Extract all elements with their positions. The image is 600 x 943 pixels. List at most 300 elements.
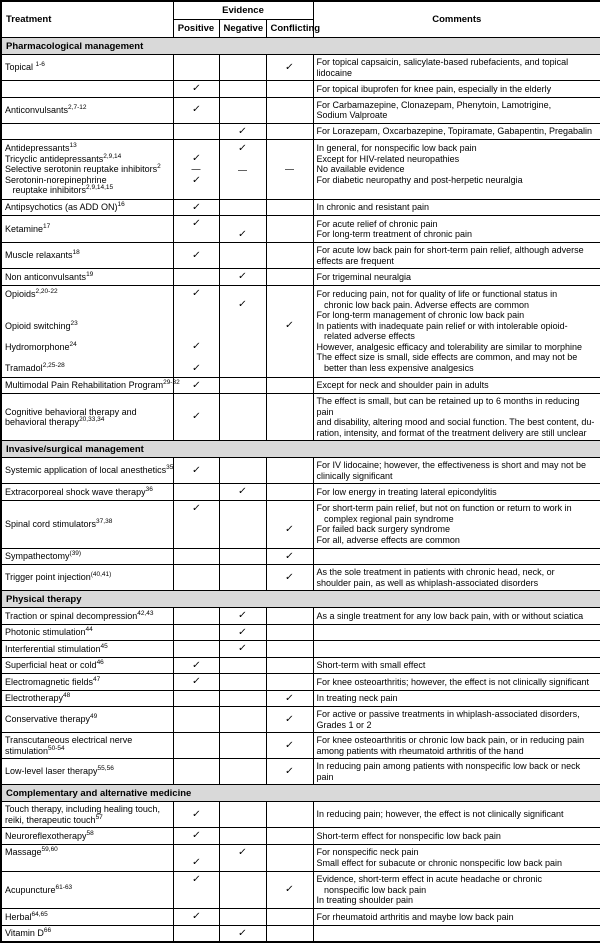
conflicting-cell <box>266 81 313 98</box>
text-line <box>223 299 263 311</box>
text-line <box>177 503 216 515</box>
text-line: lidocaine <box>316 67 353 78</box>
text-line <box>177 331 216 342</box>
negative-cell <box>219 707 266 733</box>
treatment-cell <box>1 565 173 591</box>
table-row <box>1 641 600 658</box>
text-line: behavioral therapy$^{20,33,34}$ <box>5 416 105 427</box>
text-line: Touch therapy, including healing touch, <box>5 804 160 814</box>
table-row <box>1 624 600 641</box>
text-line <box>223 643 263 655</box>
treatment-cell <box>1 458 173 484</box>
negative-cell <box>219 140 266 200</box>
conflicting-cell <box>266 690 313 707</box>
table-row <box>1 458 600 484</box>
check-icon: ✓ <box>191 249 202 261</box>
text-line: In patients with inadequate pain relief or with intolerable opioid- <box>316 320 568 331</box>
treatment-cell <box>1 844 173 871</box>
text-line: For long-term management of chronic low back pain <box>316 310 525 320</box>
text-line <box>223 143 263 155</box>
negative-cell <box>219 394 266 441</box>
text-line: Vitamin $D^{66}$ <box>5 927 52 938</box>
conflicting-cell <box>266 140 313 200</box>
evidence-header: Evidence <box>173 1 313 20</box>
text-line <box>270 175 310 186</box>
check-icon: ✓ <box>191 857 202 868</box>
text-line: For trigeminal neuralgia <box>316 271 412 282</box>
comments-cell <box>313 55 600 81</box>
treatment-cell <box>1 394 173 441</box>
check-icon: ✓ <box>284 61 295 73</box>
table-row <box>1 484 600 501</box>
conflicting-cell <box>266 123 313 140</box>
treatment-cell <box>1 657 173 674</box>
text-line <box>270 693 310 705</box>
check-icon: ✓ <box>191 411 202 423</box>
text-line <box>177 299 216 310</box>
text-line: Low-level laser therapy$^{55,56}$ <box>5 765 114 777</box>
text-line: For acute low back pain for short-term pain relief, although adverse <box>316 245 584 255</box>
text-line: For diabetic neuropathy and post-herpetic neuralgia <box>316 174 523 185</box>
positive-cell <box>173 81 219 98</box>
text-line <box>223 289 263 300</box>
treatment-cell <box>1 909 173 926</box>
text-line <box>177 809 216 821</box>
check-icon: ✓ <box>191 341 202 352</box>
positive-header: Positive <box>173 20 219 38</box>
text-line <box>270 310 310 321</box>
text-line: Tramadol$^{2,25-28}$ <box>5 361 65 373</box>
table-row <box>1 140 600 200</box>
check-icon: ✓ <box>237 486 248 497</box>
text-line: Grades 1 or 2 <box>316 719 372 730</box>
treatment-cell <box>1 484 173 501</box>
text-line <box>177 320 216 331</box>
text-line <box>223 627 263 639</box>
text-line <box>177 288 216 300</box>
text-line: better than less expensive analgesics <box>316 362 474 373</box>
positive-cell <box>173 925 219 942</box>
text-line <box>223 928 263 940</box>
positive-cell <box>173 394 219 441</box>
table-row <box>1 269 600 286</box>
text-line: For topical ibuprofen for knee pain, especially in the elderly <box>316 83 552 94</box>
text-line <box>270 551 310 563</box>
text-line <box>223 847 263 859</box>
table-row <box>1 844 600 871</box>
table-row <box>1 81 600 98</box>
positive-cell <box>173 565 219 591</box>
text-line <box>270 62 310 74</box>
table-row <box>1 828 600 845</box>
text-line: reuptake inhibitors$^{2,9,14,15}$ <box>5 184 114 195</box>
text-line: As a single treatment for any low back pain, with or without sciatica <box>316 610 584 621</box>
text-line <box>223 229 263 241</box>
positive-cell <box>173 759 219 785</box>
comments-cell <box>313 285 600 377</box>
table-row <box>1 500 600 548</box>
text-line: Short-term effect for nonspecific low back pain <box>316 830 501 841</box>
text-line <box>177 83 216 95</box>
positive-cell <box>173 657 219 674</box>
check-icon: ✓ <box>191 911 202 922</box>
negative-cell <box>219 844 266 871</box>
negative-cell <box>219 123 266 140</box>
check-icon: ✓ <box>237 142 248 154</box>
comments-cell <box>313 657 600 674</box>
text-line <box>270 164 310 175</box>
text-line <box>270 299 310 310</box>
text-line <box>223 271 263 283</box>
text-line: For Lorazepam, Oxcarbazepine, Topiramate, Gabapentin, Pregabalin <box>316 126 592 136</box>
text-line: Short-term with small effect <box>316 660 426 670</box>
positive-cell <box>173 199 219 216</box>
text-line: among patients with rheumatoid arthritis of the hand <box>316 745 524 756</box>
text-line: The effect size is small, side effects are common, and may not be <box>316 352 578 362</box>
positive-cell <box>173 802 219 828</box>
text-line <box>5 310 170 321</box>
treatment-cell <box>1 871 173 909</box>
treatment-cell <box>1 608 173 625</box>
treatment-cell <box>1 707 173 733</box>
comments-cell <box>313 733 600 759</box>
text-line <box>270 874 310 885</box>
check-icon: ✓ <box>191 152 202 164</box>
conflicting-cell <box>266 97 313 123</box>
negative-cell <box>219 548 266 565</box>
conflicting-cell <box>266 624 313 641</box>
conflicting-cell <box>266 216 313 243</box>
check-icon: ✓ <box>191 502 202 514</box>
text-line: Small effect for subacute or chronic nonspecific low back pain <box>316 857 562 868</box>
text-line <box>223 321 263 332</box>
text-line: For nonspecific neck pain <box>316 847 419 857</box>
conflicting-cell <box>266 199 313 216</box>
treatment-cell <box>1 199 173 216</box>
comments-cell <box>313 565 600 591</box>
text-line: Sodium Valproate <box>316 110 388 120</box>
text-line <box>177 857 216 869</box>
text-line: Cognitive behavioral therapy and <box>5 406 137 417</box>
text-line <box>223 858 263 869</box>
negative-cell <box>219 565 266 591</box>
conflicting-cell <box>266 759 313 785</box>
table-row <box>1 657 600 674</box>
check-icon: ✓ <box>284 884 295 895</box>
negative-cell <box>219 641 266 658</box>
text-line: Except for neck and shoulder pain in adults <box>316 380 489 390</box>
check-icon: ✓ <box>284 765 295 777</box>
comments-cell <box>313 759 600 785</box>
text-line: For low energy in treating lateral epicondylitis <box>316 486 497 497</box>
table-row <box>1 285 600 377</box>
text-line <box>177 186 216 197</box>
positive-cell <box>173 269 219 286</box>
table-row <box>1 909 600 926</box>
section-row <box>1 38 600 55</box>
negative-cell <box>219 500 266 548</box>
conflicting-cell <box>266 828 313 845</box>
text-line: In chronic and resistant pain <box>316 202 430 212</box>
positive-cell <box>173 285 219 377</box>
section-header: Complementary and alternative medicine <box>1 785 600 802</box>
negative-cell <box>219 608 266 625</box>
text-line: In general, for nonspecific low back pain <box>316 143 477 153</box>
text-line: The effect is small, but can be retained up to 6 months in reducing pain <box>316 396 583 417</box>
negative-cell <box>219 216 266 243</box>
check-icon: ✓ <box>191 287 202 299</box>
negative-cell <box>219 243 266 269</box>
negative-cell <box>219 55 266 81</box>
text-line <box>270 884 310 896</box>
comments-cell <box>313 608 600 625</box>
comments-cell <box>313 97 600 123</box>
text-line <box>317 185 598 196</box>
positive-cell <box>173 458 219 484</box>
text-line: stimulation$^{50-54}$ <box>5 744 65 756</box>
text-line <box>223 165 263 176</box>
text-line: Spinal cord stimulators$^{37,38}$ <box>5 517 113 529</box>
text-line <box>270 896 310 907</box>
text-line: Extracorporeal shock wave therapy$^{36}$ <box>5 485 153 497</box>
table-row <box>1 707 600 733</box>
text-line <box>270 143 310 154</box>
text-line <box>270 503 310 514</box>
positive-cell <box>173 548 219 565</box>
text-line: Traction or spinal decompression$^{42,43}$ <box>5 609 154 621</box>
text-line: Electromagnetic fields$^{47}$ <box>5 675 101 687</box>
text-line <box>177 514 216 525</box>
positive-cell <box>173 55 219 81</box>
check-icon: ✓ <box>191 83 202 94</box>
text-line <box>223 332 263 343</box>
positive-cell <box>173 608 219 625</box>
text-line <box>270 740 310 752</box>
conflicting-cell <box>266 844 313 871</box>
comments-cell <box>313 828 600 845</box>
text-line <box>177 830 216 842</box>
text-line <box>177 885 216 896</box>
comments-cell <box>313 123 600 140</box>
treatment-cell <box>1 377 180 394</box>
text-line: For failed back surgery syndrome <box>316 524 451 534</box>
table-row <box>1 394 600 441</box>
text-line <box>177 911 216 923</box>
text-line: In reducing pain among patients with nonspecific low back or neck pain <box>316 761 583 782</box>
text-line: Photonic stimulation$^{44}$ <box>5 626 93 637</box>
conflicting-cell <box>266 458 313 484</box>
conflicting-cell <box>266 243 313 269</box>
text-line <box>177 465 216 477</box>
text-line: For Carbamazepine, Clonazepam, Phenytoin, Lamotrigine, <box>316 99 552 110</box>
negative-cell <box>219 285 266 377</box>
text-line <box>223 218 263 229</box>
positive-cell <box>173 641 219 658</box>
negative-cell <box>219 909 266 926</box>
check-icon: ✓ <box>237 299 248 310</box>
comments-cell <box>313 690 600 707</box>
section-header: Invasive/surgical management <box>1 441 600 458</box>
text-line <box>177 218 216 230</box>
text-line <box>177 525 216 536</box>
negative-cell <box>219 828 266 845</box>
text-line <box>177 230 216 241</box>
text-line: Sympathectomy$^{(39)}$ <box>5 550 82 561</box>
check-icon: ✓ <box>237 271 248 282</box>
conflicting-cell <box>266 484 313 501</box>
text-line <box>270 363 310 374</box>
text-line <box>177 676 216 688</box>
text-line <box>223 311 263 322</box>
treatment-cell <box>1 269 173 286</box>
conflicting-header: Conflicting <box>266 20 313 38</box>
text-line: For topical capsaicin, salicylate-based rubefacients, and topical <box>316 57 569 67</box>
text-line: In reducing pain; however, the effect is not clinically significant <box>316 809 564 820</box>
text-line: For rheumatoid arthritis and maybe low back pain <box>316 911 514 922</box>
text-line <box>177 353 216 364</box>
text-line <box>5 300 170 311</box>
negative-cell <box>219 690 266 707</box>
text-line: Tricyclic antidepressants$^{2,9,14}$ <box>5 152 122 164</box>
table-row <box>1 123 600 140</box>
table-row <box>1 674 600 691</box>
positive-cell <box>173 123 219 140</box>
check-icon: ✓ <box>284 550 295 562</box>
conflicting-cell <box>266 909 313 926</box>
text-line: Serotonin-norepinephrine <box>5 174 107 185</box>
treatment-cell <box>1 140 173 200</box>
conflicting-cell <box>266 608 313 625</box>
text-line <box>270 332 310 343</box>
negative-cell <box>219 81 266 98</box>
treatment-cell <box>1 690 173 707</box>
negative-cell <box>219 458 266 484</box>
check-icon: ✓ <box>237 125 248 137</box>
text-line <box>270 154 310 165</box>
conflicting-cell <box>266 565 313 591</box>
text-line <box>223 486 263 498</box>
text-line: Transcutaneous electrical nerve <box>5 735 133 745</box>
text-line: Opioid switching$^{23}$ <box>5 319 78 331</box>
conflicting-cell <box>266 925 313 942</box>
conflicting-cell <box>266 733 313 759</box>
table-row <box>1 55 600 81</box>
table-header <box>1 1 600 38</box>
text-line <box>177 341 216 353</box>
table-row <box>1 199 600 216</box>
table-row <box>1 97 600 123</box>
check-icon: ✓ <box>191 174 202 186</box>
treatment-cell <box>1 548 173 565</box>
text-line: chronic low back pain. Adverse effects are common <box>316 299 529 310</box>
check-icon: ✓ <box>237 228 248 240</box>
check-icon: ✓ <box>191 676 202 687</box>
comments-cell <box>313 909 600 926</box>
text-line <box>270 766 310 778</box>
text-line <box>177 660 216 672</box>
treatment-cell <box>1 123 173 140</box>
text-line: Conservative therapy$^{49}$ <box>5 713 98 725</box>
text-line <box>270 320 310 332</box>
text-line <box>177 411 216 423</box>
dash-icon: — <box>238 164 247 175</box>
negative-cell <box>219 802 266 828</box>
comments-cell <box>313 500 600 548</box>
text-line: No available evidence <box>316 164 405 174</box>
text-line: Topical $^{1-6}$ <box>5 61 45 73</box>
negative-cell <box>219 657 266 674</box>
comments-cell <box>313 624 600 641</box>
conflicting-cell <box>266 871 313 909</box>
text-line: Selective serotonin reuptake inhibitors$^2$ <box>5 163 161 174</box>
comments-cell <box>313 81 600 98</box>
text-line <box>223 154 263 165</box>
section-header: Pharmacological management <box>1 38 600 55</box>
text-line: Herbal$^{64,65}$ <box>5 910 48 922</box>
text-line: Hydromorphone$^{24}$ <box>5 340 77 352</box>
text-line <box>177 250 216 262</box>
treatment-header: Treatment <box>1 1 173 38</box>
conflicting-cell <box>266 500 313 548</box>
negative-header: Negative <box>219 20 266 38</box>
text-line <box>5 331 170 342</box>
text-line <box>177 874 216 886</box>
text-line <box>177 142 216 153</box>
text-line <box>223 363 263 374</box>
treatment-cell <box>1 828 173 845</box>
positive-cell <box>173 909 219 926</box>
comments-cell <box>313 199 600 216</box>
check-icon: ✓ <box>284 571 295 583</box>
check-icon: ✓ <box>284 739 295 751</box>
section-header: Physical therapy <box>1 591 600 608</box>
check-icon: ✓ <box>237 626 248 638</box>
text-line: Non anticonvulsants$^{19}$ <box>5 270 94 282</box>
positive-cell <box>173 140 219 200</box>
text-line <box>5 874 170 885</box>
text-line: Interferential stimulation$^{45}$ <box>5 642 108 654</box>
text-line <box>177 202 216 214</box>
positive-cell <box>173 707 219 733</box>
negative-cell <box>219 925 266 942</box>
text-line: Massage$^{59,60}$ <box>5 846 58 857</box>
positive-cell <box>173 733 219 759</box>
treatment-cell <box>1 55 173 81</box>
positive-cell <box>173 624 219 641</box>
conflicting-cell <box>266 802 313 828</box>
text-line <box>270 714 310 726</box>
comments-cell <box>313 216 600 243</box>
comments-cell <box>313 802 600 828</box>
check-icon: ✓ <box>284 692 295 704</box>
text-line <box>223 126 263 138</box>
table-body <box>1 38 600 943</box>
negative-cell <box>219 377 266 394</box>
treatment-cell <box>1 674 173 691</box>
negative-cell <box>219 97 266 123</box>
check-icon: ✓ <box>191 830 202 841</box>
comments-cell <box>313 458 600 484</box>
comments-cell <box>313 548 600 565</box>
table-row <box>1 733 600 759</box>
table-row <box>1 871 600 909</box>
dash-icon: — <box>191 164 201 174</box>
text-line: In treating neck pain <box>316 693 398 703</box>
check-icon: ✓ <box>191 104 202 116</box>
text-line <box>270 185 310 196</box>
check-icon: ✓ <box>284 523 295 535</box>
text-line <box>5 858 170 869</box>
